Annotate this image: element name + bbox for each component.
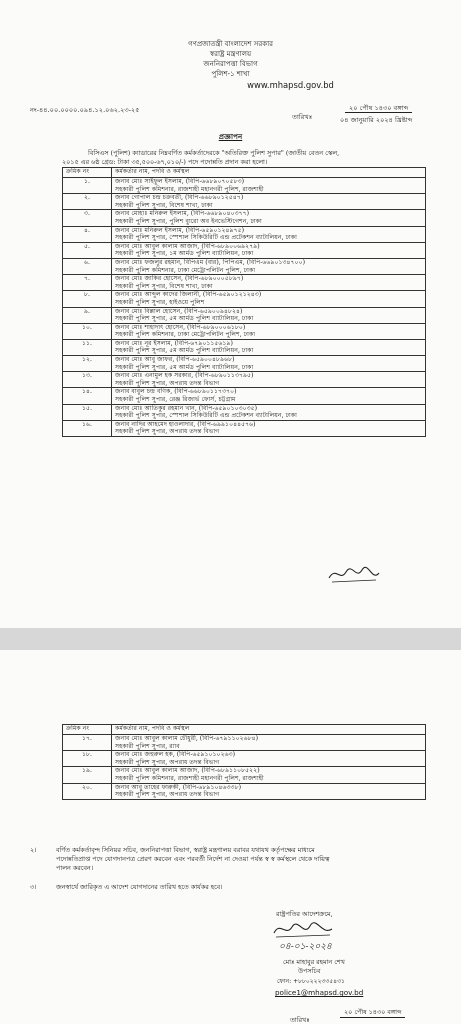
govt-header-line1: গণপ্রজাতন্ত্রী বাংলাদেশ সরকার — [188, 40, 273, 48]
officer-post: সহকারী পুলিশ সুপার, ১ম আর্মড পুলিশ ব্যাটালিয়ন, ঢাকা — [115, 250, 254, 258]
officer-info — [112, 307, 426, 323]
serial-number: ৮. — [63, 291, 112, 307]
officer-post: সহকারী পুলিশ কমিশনার, ঢাকা মেট্রোপলিটন পুলিশ, ঢাকা — [115, 266, 256, 274]
officer-post: সহকারী পুলিশ সুপার, অপরাধ তদন্ত বিভাগ — [115, 428, 220, 436]
officer-post: সহকারী পুলিশ কমিশনার, রাজশাহী মহানগরী পুলিশ, রাজশাহী — [115, 185, 264, 193]
intro-line-1: বিসিএস (পুলিশ) ক্যাডারের নিম্নবর্ণিত কর্মকর্তাদেরকে "অতিরিক্ত পুলিশ সুপার" (জাতীয় বেতন স্কেল, — [88, 149, 340, 157]
table-row — [63, 291, 426, 307]
officer-info — [112, 356, 426, 372]
table-header-row — [63, 725, 426, 735]
officer-post: সহকারী পুলিশ সুপার, অপরাধ তদন্ত বিভাগ — [115, 791, 220, 799]
officer-post: সহকারী পুলিশ সুপার, অপরাধ তদন্ত বিভাগ — [115, 379, 220, 387]
date-label: তারিখঃ — [292, 113, 313, 121]
division-name: জননিরাপত্তা বিভাগ — [203, 60, 258, 68]
officer-name: জনাব গোপাল চন্দ্র চক্রবর্তী, (বিপি-৬৬৮৯০১২৫৪৭) — [115, 194, 244, 202]
officer-post: সহকারী পুলিশ সুপার, র‍্যাব — [115, 742, 180, 750]
table-row — [63, 339, 426, 355]
sl-header: ক্রমিক নং — [63, 725, 112, 735]
page-gap — [0, 628, 461, 650]
officer-post: সহকারী পুলিশ কমিশনার, ঢাকা মেট্রোপলিটন পুলিশ, ঢাকা — [115, 331, 256, 339]
table-row — [63, 307, 426, 323]
table-row — [63, 356, 426, 372]
officer-name: জনাব মোঃ আব্দুল কাদের জিলানী, (বিপি-৬৫৯০১২১২৪৩) — [115, 291, 262, 299]
serial-number: ৪. — [63, 226, 112, 242]
officer-info — [112, 242, 426, 258]
table-row — [63, 404, 426, 420]
handwritten-date: ০৪-০১-২০২৪ — [279, 942, 332, 952]
officer-info — [112, 388, 426, 404]
branch-name: পুলিশ-১ শাখা — [211, 70, 250, 78]
officer-name: জনাব মোঃ এনামুল হক সরকার, (বিপি-৬৮৯০১১৩৭৯৫) — [115, 372, 254, 380]
officer-info — [112, 372, 426, 388]
table-row — [63, 323, 426, 339]
serial-number: ১৫. — [63, 404, 112, 420]
sl-header: ক্রমিক নং — [63, 168, 112, 178]
para2-line2: পদোন্নতিপ্রাপ্ত পদে যোগদানপত্র প্রেরণ করবেন এবং পরবর্তী নির্দেশ না দেওয়া পর্যন্ত স্ব স্ব কর্মস্থলে থেকে দায়িত্ব — [56, 855, 330, 863]
officer-name: জনাব মোঃ জহুরুল হক, (বিপি-৬৫৯১০১০২৬৩) — [115, 751, 236, 759]
date-bangla: ২০ পৌষ ১৪৩০ বঙ্গাব্দ — [345, 104, 412, 113]
serial-number: ১৯. — [63, 767, 112, 783]
officer-info — [112, 178, 426, 194]
officer-post: সহকারী পুলিশ সুপার, হাইওয়ে পুলিশ — [115, 298, 205, 306]
officer-table-page2 — [62, 724, 426, 800]
para3-number: ৩। — [30, 883, 37, 891]
table-row — [63, 194, 426, 210]
serial-number: ২০. — [63, 783, 112, 799]
officer-info — [112, 226, 426, 242]
serial-number: ১০. — [63, 323, 112, 339]
table-row — [63, 767, 426, 783]
table-row — [63, 783, 426, 799]
officer-post: সহকারী পুলিশ সুপার, স্পেশাল সিকিউরিটি এন্ড প্রটেকশন ব্যাটালিয়ন, ঢাকা — [115, 412, 297, 420]
officer-name: জনাব মোঃ সাইফুল ইসলাম, (বিপি-৬৬৮৯০৭০৫৮৩) — [115, 178, 245, 185]
footer-date-bangla: ২০ পৌষ ১৪৩০ বঙ্গাব্দ — [340, 1008, 405, 1018]
officer-name: জনাব মোঃ আবুল কালাম চৌধুরী, (বিপি-৬৭৯১১০২৬৮৪) — [115, 735, 259, 742]
intro-line-2: ২০১৫ এর ৬ষ্ঠ গ্রেড: টাকা ৩৫,৫০০-৬৭,০১০/-) পদে পদোন্নতি প্রদান করা হলো। — [62, 158, 268, 166]
officer-name: জনাব মোঃ আবুল কালাম আজাদ, (বিপি-৬৮৯০০৬৯২৭৯) — [115, 242, 260, 250]
serial-number: ৬. — [63, 258, 112, 274]
officer-name: জনাব মোঃ নূর ইসলাম, (বিপি-৬৭৯০১১৫৬১৯) — [115, 339, 233, 347]
officer-post: সহকারী পুলিশ সুপার, বিশেষ শাখা, ঢাকা — [115, 282, 213, 290]
para2-line1: বর্ণিত কর্মকর্তাবৃন্দ সিনিয়র সচিব, জননিরাপত্তা বিভাগ, স্বরাষ্ট্র মন্ত্রণালয় বরাবর যথাযথ কর্তৃপক্ষের মাধ্যমে — [56, 846, 315, 854]
officer-post: সহকারী পুলিশ কমিশনার, রাজশাহী মহানগরী পুলিশ, রাজশাহী — [115, 774, 264, 782]
serial-number: ১৮. — [63, 751, 112, 767]
serial-number: ১৭. — [63, 735, 112, 751]
para2-number: ২। — [30, 846, 37, 854]
table-row — [63, 751, 426, 767]
officer-post: সহকারী পুলিশ সুপার, রেঞ্জ রিজার্ভ ফোর্স, চট্টগ্রাম — [115, 396, 236, 404]
ministry-name: স্বরাষ্ট্র মন্ত্রণালয় — [209, 50, 252, 58]
signatory-email[interactable]: police1@mhapsd.gov.bd — [275, 988, 364, 997]
officer-info — [112, 420, 426, 436]
para2-line3: পালন করবেন। — [56, 864, 94, 872]
serial-number: ২. — [63, 194, 112, 210]
signatory-name: মোঃ মাহাবুর রহমান শেখ — [283, 958, 345, 966]
para3-text: জনস্বার্থে জারিকৃত এ আদেশ যোগদানের তারিখ হতে কার্যকর হবে। — [56, 883, 223, 891]
date-english: ০৪ জানুয়ারি ২০২৪ খ্রিষ্টাব্দ — [340, 116, 413, 124]
officer-name: জনাব মোঃ আবু জাফর, (বিপি-৬৫৯০০৪৮৯৬৮) — [115, 356, 235, 364]
signature-scribble-page1 — [326, 564, 382, 590]
table-row — [63, 242, 426, 258]
info-header: কর্মকর্তার নাম, পদবি ও কর্মস্থল — [112, 725, 426, 735]
officer-info — [112, 323, 426, 339]
officer-info — [112, 783, 426, 799]
serial-number: ১১. — [63, 339, 112, 355]
officer-name: জনাব মোহাঃ মনিরুল ইসলাম, (বিপি-৬৬৮৯০৪০৩৭৭) — [115, 210, 250, 218]
officer-info — [112, 404, 426, 420]
officer-post: সহকারী পুলিশ সুপার, ৫ম আর্মড পুলিশ ব্যাটালিয়ন, ঢাকা — [115, 347, 254, 355]
signatory-phone: ফোন: +৮৮০২২২৩৩৫৪৩১ — [277, 978, 345, 985]
signatory-designation: উপসচিব — [298, 967, 321, 975]
table-header-row — [63, 168, 426, 178]
officer-name: জনাব মোঃ আতিকুর রহমান খান, (বিপি-৬৫৯০১০৩০৩৫) — [115, 404, 258, 412]
serial-number: ১৩. — [63, 372, 112, 388]
table-row — [63, 420, 426, 436]
officer-post: সহকারী পুলিশ সুপার, ৫ম আর্মড পুলিশ ব্যাটালিয়ন, ঢাকা — [115, 363, 254, 371]
serial-number: ১৬. — [63, 420, 112, 436]
officer-name: জনাব মোঃ শাহাদাৎ হোসেন, (বিপি-৬৮৯০০০৬১৮০) — [115, 323, 246, 331]
officer-name: জনাব মোঃ ফজলুর রহমান, বিপিএম (বার), পিপিএম, (বিপি-৬৬৯০১৩৪৭০০) — [115, 258, 306, 266]
table-row — [63, 372, 426, 388]
officer-post: সহকারী পুলিশ সুপার, বিশেষ শাখা, ঢাকা — [115, 201, 213, 209]
officer-name: জনাব মোঃ মনিরুল ইসলাম, (বিপি-৬৫৯০১২৪৯৭৫) — [115, 226, 245, 234]
serial-number: ৭. — [63, 275, 112, 291]
table-row — [63, 388, 426, 404]
serial-number: ১৪. — [63, 388, 112, 404]
officer-name: জনাব আবু তাহের ফারুকী, (বিপি-৬৮৯১০৪৬৩৩৮) — [115, 783, 241, 791]
officer-info — [112, 751, 426, 767]
table-row — [63, 735, 426, 751]
officer-info — [112, 767, 426, 783]
serial-number: ৫. — [63, 242, 112, 258]
document-page-2 — [0, 650, 461, 1024]
table-row — [63, 258, 426, 274]
officer-info — [112, 735, 426, 751]
table-row — [63, 210, 426, 226]
serial-number: ৯. — [63, 307, 112, 323]
officer-name: জনাব মোঃ জাকির হোসেন, (বিপি-৬৮৯০০০৫৮৯৭) — [115, 275, 244, 283]
officer-info — [112, 210, 426, 226]
document-title: প্রজ্ঞাপন — [218, 132, 243, 141]
serial-number: ১. — [63, 178, 112, 194]
officer-name: জনাব বাবুল চন্দ্র বণিক, (বিপি-৬৬৮৯০১১৭৩৭০) — [115, 388, 237, 396]
officer-info — [112, 194, 426, 210]
memo-number: নং-৪৪.০০.০০০০.০৯৪.১২.০৬২.২৩-২৫ — [30, 106, 140, 114]
officer-info — [112, 291, 426, 307]
info-header: কর্মকর্তার নাম, পদবি ও কর্মস্থল — [112, 168, 426, 178]
officer-post: সহকারী পুলিশ সুপার, পুলিশ ব্যুরো অব ইনভেস্টিগেশন, ঢাকা — [115, 217, 262, 225]
serial-number: ৩. — [63, 210, 112, 226]
serial-number: ১২. — [63, 356, 112, 372]
table-row — [63, 275, 426, 291]
officer-post: সহকারী পুলিশ সুপার, স্পেশাল সিকিউরিটি এন্ড প্রটেকশন ব্যাটালিয়ন, ঢাকা — [115, 234, 297, 242]
website-link[interactable]: www.mhapsd.gov.bd — [247, 80, 334, 90]
order-line: রাষ্ট্রপতির আদেশক্রমে, — [276, 910, 333, 918]
officer-info — [112, 339, 426, 355]
officer-info — [112, 275, 426, 291]
table-row — [63, 226, 426, 242]
table-row — [63, 178, 426, 194]
officer-table-page1 — [62, 167, 426, 437]
footer-date-label: তারিখঃ — [290, 1016, 310, 1024]
officer-name: জনাব মোঃ আবুল কালাম আজাদ, (বিপি-৬৮৯১১০৮৫২২) — [115, 767, 260, 775]
officer-post: সহকারী পুলিশ সুপার, ৫ম আর্মড পুলিশ ব্যাটালিয়ন, ঢাকা — [115, 315, 254, 323]
officer-name: জনাব মোঃ বিল্লাল হোসেন, (বিপি-৬৫৯০০৯৪৮২৪) — [115, 307, 243, 315]
officer-post: সহকারী পুলিশ সুপার, অপরাধ তদন্ত বিভাগ — [115, 758, 220, 766]
officer-info — [112, 258, 426, 274]
officer-name: জনাব নাদির আহমেদ হাওলাদার, (বিপি-৬৯৯১০৪৪৫৭৬) — [115, 420, 256, 428]
